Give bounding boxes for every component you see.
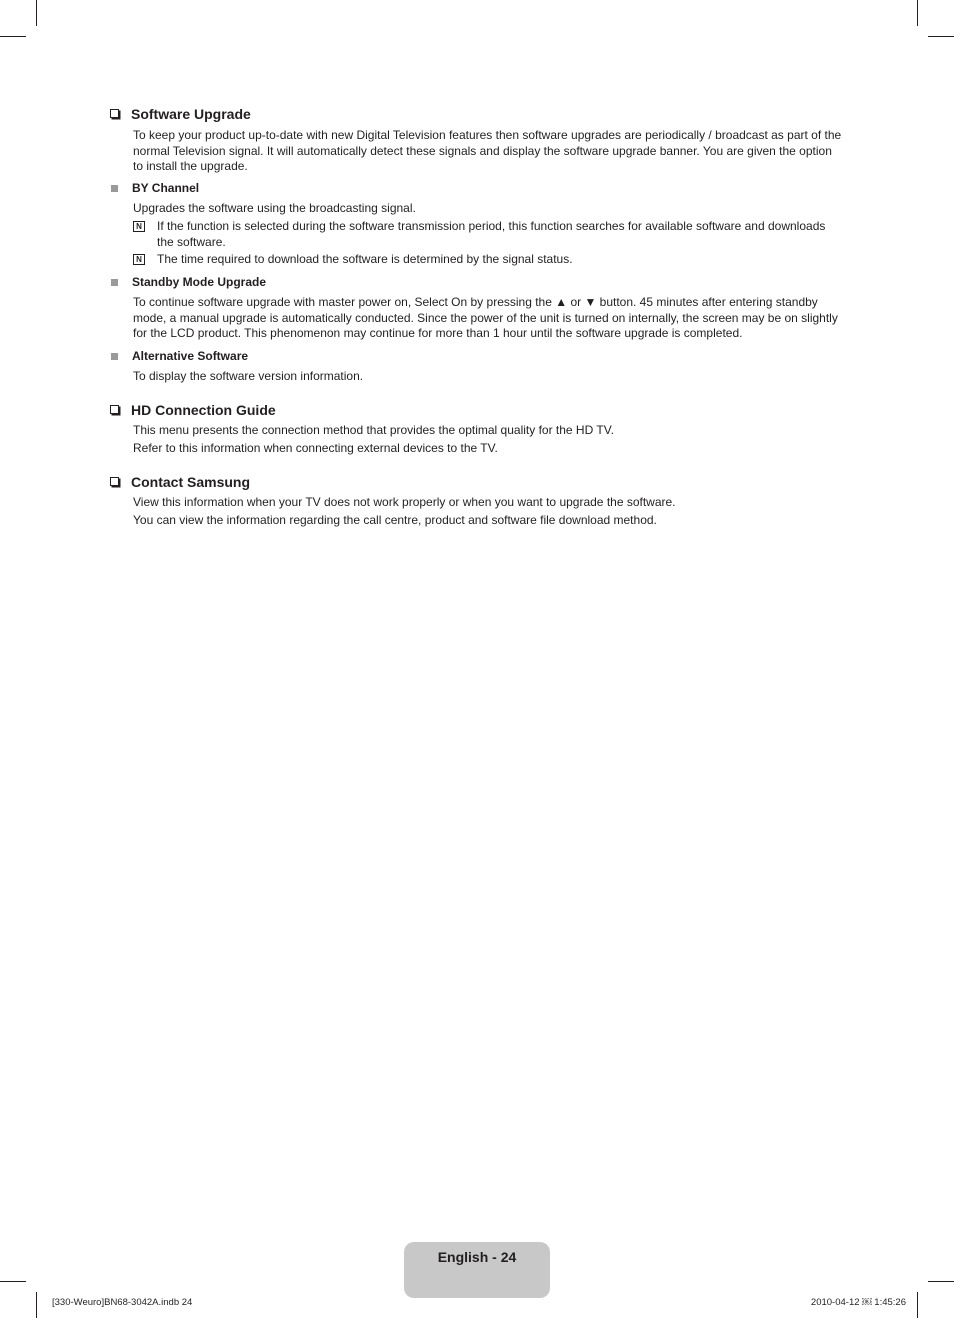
crop-mark [928,36,954,37]
subsection-heading-by-channel [111,181,199,195]
crop-mark [36,0,37,26]
note-text: The time required to download the software is determined by the signal status. [157,252,573,266]
crop-mark [0,1281,26,1282]
section-body: To keep your product up-to-date with new Digital Television features then software upgrades are periodically / broadcast as part of the normal Television signal. It will automatically detect these signals and display the software upgrade banner. You are given the option to install the upgrade. [133,128,842,173]
section-heading-software-upgrade [110,106,251,122]
subsection-heading-alternative-software [111,349,248,363]
subsection-title: BY Channel [132,181,200,195]
square-checkbox-icon [110,109,119,118]
crop-mark [917,0,918,26]
crop-mark [0,36,26,37]
subsection-heading-standby-mode-upgrade [111,275,266,289]
square-checkbox-icon [110,405,119,414]
gray-square-bullet-icon [111,353,118,360]
crop-mark [36,1292,37,1318]
crop-mark [917,1292,918,1318]
footer-timestamp: 2010-04-12 ￼ 1:45:26 [810,1297,906,1308]
section-line: View this information when your TV does not work properly or when you want to upgrade the software. [133,495,676,509]
section-line: This menu presents the connection method that provides the optimal quality for the HD TV. [133,423,614,437]
note-icon: N [133,221,145,232]
crop-mark [928,1281,954,1282]
section-line: You can view the information regarding the call centre, product and software file download method. [133,513,657,527]
footer-file-slug: [330-Weuro]BN68-3042A.indb 24 [52,1297,193,1308]
subsection-title: Alternative Software [132,349,249,363]
section-line: Refer to this information when connecting external devices to the TV. [133,441,498,455]
section-title: HD Connection Guide [131,402,276,418]
note-item [133,252,845,268]
section-title: Software Upgrade [131,106,251,122]
note-item [133,219,845,250]
subsection-body: To continue software upgrade with master power on, Select On by pressing the ▲ or ▼ button. 45 minutes after entering standby mode, a manual upgrade is automatically conducted. Since the power of the unit is turned on internally, the screen may be on slightly for the LCD product. This phenomenon may continue for more than 1 hour until the software upgrade is completed. [133,295,838,340]
subsection-title: Standby Mode Upgrade [132,275,267,289]
section-heading-contact-samsung [110,474,250,490]
page-number-label: English - 24 [437,1249,517,1265]
section-title: Contact Samsung [131,474,251,490]
section-heading-hd-connection-guide [110,402,276,418]
note-text: If the function is selected during the software transmission period, this function searches for available software and downloads the software. [157,219,826,249]
subsection-body: Upgrades the software using the broadcasting signal. [133,201,416,215]
gray-square-bullet-icon [111,279,118,286]
gray-square-bullet-icon [111,185,118,192]
note-icon: N [133,254,145,265]
subsection-body: To display the software version information. [133,369,364,383]
square-checkbox-icon [110,477,119,486]
